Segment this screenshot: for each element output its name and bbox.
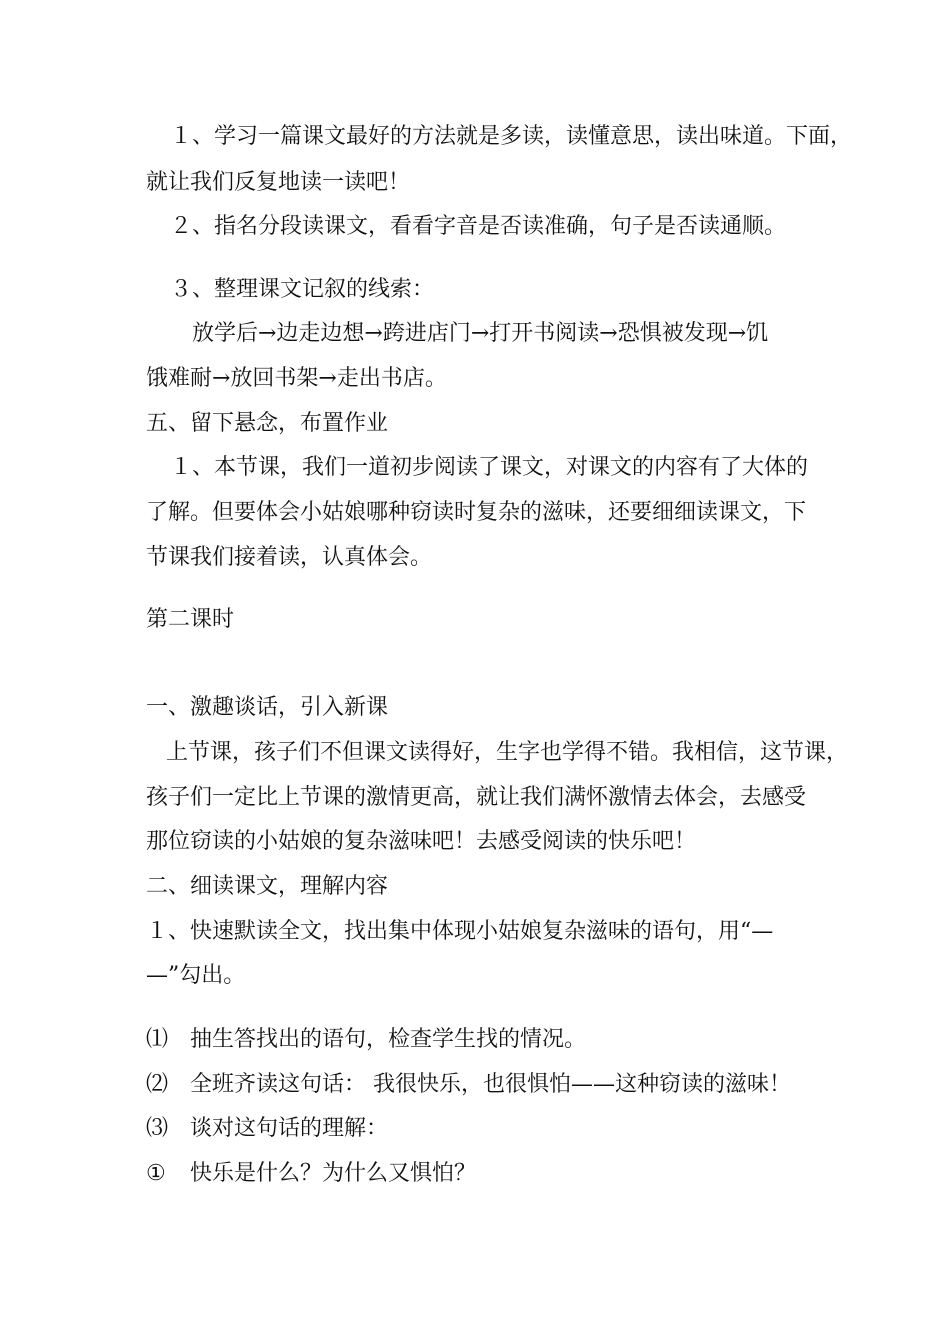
paragraph-line xyxy=(0,956,950,996)
heading-text: 五、留下悬念，布置作业 xyxy=(146,411,389,436)
text: 放学后→边走边想→跨进店门→打开书阅读→恐惧被发现→饥 xyxy=(192,321,769,346)
list-marker: ⑶ xyxy=(146,1116,169,1141)
paragraph-line xyxy=(0,778,950,818)
list-text: 快乐是什么？为什么又惧怕？ xyxy=(190,1161,477,1186)
list-item xyxy=(0,1154,950,1194)
text: １、学习一篇课文最好的方法就是多读，读懂意思，读出味道。下面， xyxy=(170,124,853,149)
paragraph-line xyxy=(0,448,950,488)
list-marker: ⑵ xyxy=(146,1072,169,1097)
paragraph-line xyxy=(0,270,950,310)
paragraph-line xyxy=(0,207,950,247)
paragraph-line xyxy=(0,538,950,578)
list-text: 谈对这句话的理解： xyxy=(190,1116,389,1141)
text: 饿难耐→放回书架→走出书店。 xyxy=(146,366,447,391)
paragraph-line xyxy=(0,822,950,862)
text: 就让我们反复地读一读吧！ xyxy=(146,170,411,195)
section-heading xyxy=(0,404,950,444)
list-text: 全班齐读这句话： 我很快乐，也很惧怕——这种窃读的滋味！ xyxy=(190,1072,791,1097)
text: 孩子们一定比上节课的激情更高，就让我们满怀激情去体会，去感受 xyxy=(146,785,807,810)
text: 那位窃读的小姑娘的复杂滋味吧！去感受阅读的快乐吧！ xyxy=(146,829,697,854)
lesson-title xyxy=(0,600,950,640)
paragraph-line xyxy=(0,733,950,773)
title-text: 第二课时 xyxy=(146,607,235,632)
list-marker: ① xyxy=(146,1161,166,1186)
text: —”勾出。 xyxy=(146,963,246,988)
list-item xyxy=(0,1020,950,1060)
heading-text: 二、细读课文，理解内容 xyxy=(146,874,389,899)
heading-text: 一、激趣谈话，引入新课 xyxy=(146,695,389,720)
text: 节课我们接着读，认真体会。 xyxy=(146,545,433,570)
paragraph-line xyxy=(0,359,950,399)
list-marker: ⑴ xyxy=(146,1027,169,1052)
text: １、快速默读全文，找出集中体现小姑娘复杂滋味的语句，用“— xyxy=(146,919,774,944)
text: ３、整理课文记叙的线索： xyxy=(170,277,435,302)
text: ２、指名分段读课文，看看字音是否读准确，句子是否读通顺。 xyxy=(170,214,787,239)
paragraph-line xyxy=(0,912,950,952)
list-item xyxy=(0,1065,950,1105)
paragraph-line xyxy=(0,493,950,533)
paragraph-line xyxy=(0,117,950,157)
list-item xyxy=(0,1109,950,1149)
list-text: 抽生答找出的语句，检查学生找的情况。 xyxy=(190,1027,587,1052)
text: 上节课，孩子们不但课文读得好，生字也学得不错。我相信，这节课， xyxy=(166,740,849,765)
text: 了解。但要体会小姑娘哪种窃读时复杂的滋味，还要细细读课文，下 xyxy=(146,500,807,525)
paragraph-line xyxy=(0,314,950,354)
paragraph-line xyxy=(0,163,950,203)
section-heading xyxy=(0,688,950,728)
text: １、本节课，我们一道初步阅读了课文，对课文的内容有了大体的 xyxy=(170,455,809,480)
section-heading xyxy=(0,867,950,907)
